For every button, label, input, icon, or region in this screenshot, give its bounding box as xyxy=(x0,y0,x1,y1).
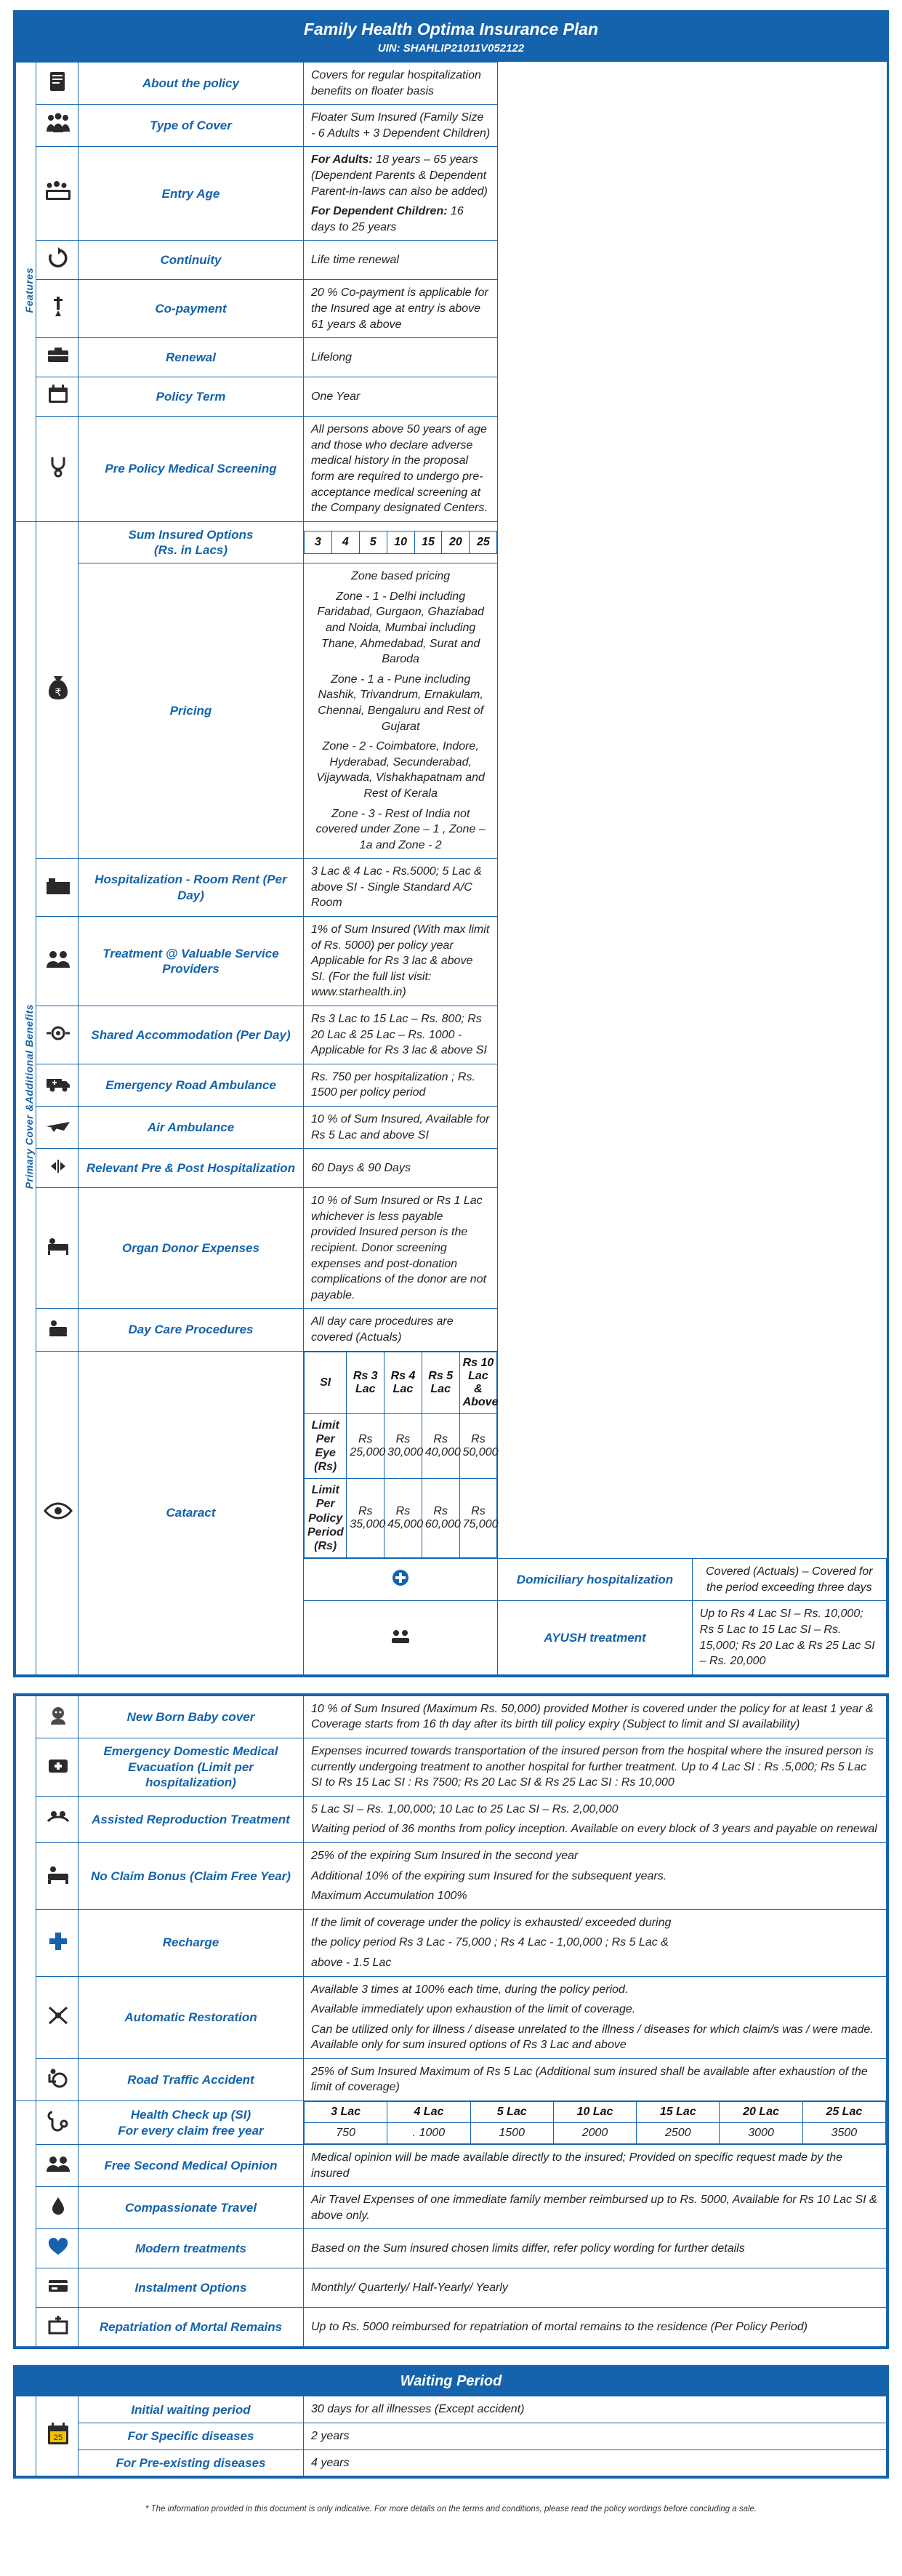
cataract-row-header-per-policy: Limit Per Policy Period (Rs) xyxy=(305,1479,347,1558)
instalment-options-value: Monthly/ Quarterly/ Half-Yearly/ Yearly xyxy=(304,2268,887,2308)
cataract-per-policy-3: Rs 75,000 xyxy=(459,1479,497,1558)
waiting-period-table xyxy=(15,2396,887,2476)
entry-age-label: Entry Age xyxy=(78,147,304,241)
recharge-line-1: the policy period Rs 3 Lac - 75,000 ; Rs 4 Lac - 1,00,000 ; Rs 5 Lac & xyxy=(311,1936,669,1949)
hc-value-4: 2500 xyxy=(637,2123,720,2144)
recharge-icon xyxy=(36,1909,78,1976)
hc-value-3: 2000 xyxy=(553,2123,636,2144)
about-policy-label: About the policy xyxy=(78,63,304,105)
table-row xyxy=(16,2396,887,2423)
renewal-label: Renewal xyxy=(78,338,304,377)
cataract-col-2: Rs 5 Lac xyxy=(422,1352,459,1413)
additional-benefits-table xyxy=(15,1696,887,2348)
table-row xyxy=(16,417,887,522)
cataract-per-eye-1: Rs 30,000 xyxy=(384,1413,422,1479)
health-check-icon xyxy=(36,2101,78,2145)
day-care-icon xyxy=(36,1309,78,1351)
hc-col-3: 10 Lac xyxy=(553,2102,636,2123)
money-bag-icon xyxy=(36,521,78,859)
domiciliary-value: Covered (Actuals) – Covered for the period exceeding three days xyxy=(692,1559,886,1601)
document-icon xyxy=(36,63,78,105)
table-row xyxy=(16,2423,887,2450)
features-table xyxy=(15,62,887,1675)
cataract-per-policy-1: Rs 45,000 xyxy=(384,1479,422,1558)
table-row xyxy=(16,1107,887,1149)
pre-policy-screening-value: All persons above 50 years of age and those who declare adverse medical history in the proposal form are required to undergo pre-acceptance medical screening at the Company designated Centers. xyxy=(304,417,498,522)
table-row xyxy=(16,63,887,105)
table-row xyxy=(16,241,887,280)
table-row xyxy=(16,2058,887,2100)
policy-term-value: One Year xyxy=(304,377,498,417)
repatriation-label: Repatriation of Mortal Remains xyxy=(78,2308,304,2347)
restoration-line-0: Available 3 times at 100% each time, during the policy period. xyxy=(311,1983,629,1996)
second-opinion-value: Medical opinion will be made available directly to the insured; Provided on specific request made by the insured xyxy=(304,2145,887,2187)
table-row xyxy=(16,1006,887,1064)
pricing-label: Pricing xyxy=(78,563,304,859)
modern-treatments-value: Based on the Sum insured chosen limits differ, refer policy wording for further details xyxy=(304,2229,887,2268)
reproduction-icon xyxy=(36,1796,78,1842)
pre-post-hospitalization-value: 60 Days & 90 Days xyxy=(304,1149,498,1188)
entry-age-value xyxy=(304,147,498,241)
cataract-label: Cataract xyxy=(78,1351,304,1674)
repatriation-icon xyxy=(36,2308,78,2347)
sum-insured-label xyxy=(78,521,304,563)
pricing-line-3: Zone - 2 - Coimbatore, Indore, Hyderabad, Secunderabad, Vijaywada, Vishakhapatnam and Rest of Kerala xyxy=(316,740,485,800)
hc-col-4: 15 Lac xyxy=(637,2102,720,2123)
type-of-cover-label: Type of Cover xyxy=(78,105,304,147)
air-ambulance-value: 10 % of Sum Insured, Available for Rs 5 Lac and above SI xyxy=(304,1107,498,1149)
organ-donor-label: Organ Donor Expenses xyxy=(78,1188,304,1309)
restoration-icon xyxy=(36,1976,78,2058)
sum-insured-values xyxy=(304,521,498,563)
table-row xyxy=(16,2268,887,2308)
hc-col-2: 5 Lac xyxy=(470,2102,553,2123)
recharge-line-2: above - 1.5 Lac xyxy=(311,1956,392,1969)
cataract-per-eye-3: Rs 50,000 xyxy=(459,1413,497,1479)
renewal-value: Lifelong xyxy=(304,338,498,377)
waiting-period-block xyxy=(13,2365,889,2479)
ncb-line-1: Additional 10% of the expiring sum Insured for the subsequent years. xyxy=(311,1869,667,1882)
about-policy-value: Covers for regular hospitalization benefits on floater basis xyxy=(304,63,498,105)
table-row xyxy=(16,338,887,377)
cataract-per-policy-2: Rs 60,000 xyxy=(422,1479,459,1558)
reproduction-label: Assisted Reproduction Treatment xyxy=(78,1796,304,1842)
si-value-6: 25 xyxy=(470,531,497,553)
road-traffic-accident-label: Road Traffic Accident xyxy=(78,2058,304,2100)
pricing-line-1: Zone - 1 - Delhi including Faridabad, Gurgaon, Ghaziabad and Noida, Mumbai including Thane, Ahmedabad, Surat and Baroda xyxy=(317,590,484,666)
table-row xyxy=(305,2123,886,2144)
valuable-providers-label: Treatment @ Valuable Service Providers xyxy=(78,917,304,1006)
svg-text:25: 25 xyxy=(53,2433,63,2443)
table-row xyxy=(16,147,887,241)
air-ambulance-icon xyxy=(36,1107,78,1149)
hc-col-6: 25 Lac xyxy=(802,2102,885,2123)
entry-age-children-text: 16 days to 25 years xyxy=(311,205,464,233)
table-row xyxy=(305,1479,497,1558)
hc-value-6: 3500 xyxy=(802,2123,885,2144)
entry-age-adults-strong: For Adults: xyxy=(311,153,373,166)
evacuation-value: Expenses incurred towards transportation of the insured person from the hospital where the insured person is currently undergoing treatment to another hospital for further treatment. Up to 4 Lac SI : Rs .5,000; Rs 5 Lac SI to Rs 15 Lac SI : Rs 7500; Rs 20 Lac SI & Rs 25 Lac SI : Rs 10,000 xyxy=(304,1738,887,1796)
si-value-5: 20 xyxy=(442,531,470,553)
road-traffic-accident-value: 25% of Sum Insured Maximum of Rs 5 Lac (Additional sum insured shall be available after exhaustion of the limit of coverage) xyxy=(304,2058,887,2100)
reproduction-value xyxy=(304,1796,887,1842)
additional-benefits-block xyxy=(13,1693,889,2350)
si-value-0: 3 xyxy=(305,531,332,553)
initial-waiting-label: Initial waiting period xyxy=(78,2396,304,2423)
ayush-icon xyxy=(304,1601,498,1674)
table-row xyxy=(16,563,887,859)
service-provider-icon xyxy=(36,917,78,1006)
table-row xyxy=(16,2308,887,2347)
table-row xyxy=(16,1064,887,1106)
compassionate-travel-label: Compassionate Travel xyxy=(78,2187,304,2229)
road-ambulance-value: Rs. 750 per hospitalization ; Rs. 1500 per policy period xyxy=(304,1064,498,1106)
table-row xyxy=(16,377,887,417)
side-label-features xyxy=(16,63,36,522)
room-rent-label: Hospitalization - Room Rent (Per Day) xyxy=(78,859,304,917)
si-value-1: 4 xyxy=(331,531,359,553)
table-row xyxy=(16,521,887,563)
table-row xyxy=(16,1909,887,1976)
pricing-value xyxy=(304,563,498,859)
domiciliary-label: Domiciliary hospitalization xyxy=(498,1559,692,1601)
specific-diseases-label: For Specific diseases xyxy=(78,2423,304,2450)
no-claim-bonus-label: No Claim Bonus (Claim Free Year) xyxy=(78,1842,304,1909)
cataract-col-0: Rs 3 Lac xyxy=(347,1352,384,1413)
day-care-label: Day Care Procedures xyxy=(78,1309,304,1351)
pricing-line-4: Zone - 3 - Rest of India not covered under Zone – 1 , Zone – 1a and Zone - 2 xyxy=(315,807,486,851)
table-row xyxy=(16,2145,887,2187)
travel-icon xyxy=(36,2187,78,2229)
organ-donor-value: 10 % of Sum Insured or Rs 1 Lac whichever is less payable provided Insured person is the recipient. Donor screening expenses and post-donation complications of the donor are not payable. xyxy=(304,1188,498,1309)
side-label-benefits xyxy=(16,521,36,1674)
hc-col-1: 4 Lac xyxy=(387,2102,470,2123)
waiting-period-title: Waiting Period xyxy=(15,2367,887,2396)
road-ambulance-label: Emergency Road Ambulance xyxy=(78,1064,304,1106)
modern-treatment-icon xyxy=(36,2229,78,2268)
sum-insured-grid xyxy=(304,531,497,554)
continuity-label: Continuity xyxy=(78,241,304,280)
table-row xyxy=(16,1696,887,1738)
evacuation-icon xyxy=(36,1738,78,1796)
restoration-line-1: Available immediately upon exhaustion of the limit of coverage. xyxy=(311,2003,636,2016)
second-opinion-label: Free Second Medical Opinion xyxy=(78,2145,304,2187)
briefcase-icon xyxy=(36,338,78,377)
type-of-cover-value: Floater Sum Insured (Family Size - 6 Adults + 3 Dependent Children) xyxy=(304,105,498,147)
side-label-features-text: Features xyxy=(23,267,35,313)
initial-waiting-value: 30 days for all illnesses (Except accident) xyxy=(304,2396,887,2423)
family-icon xyxy=(36,105,78,147)
table-row xyxy=(16,2101,887,2145)
instalment-options-label: Instalment Options xyxy=(78,2268,304,2308)
compassionate-travel-value: Air Travel Expenses of one immediate family member reimbursed up to Rs. 5000, Available for Rs 10 Lac SI & above only. xyxy=(304,2187,887,2229)
table-row xyxy=(16,1351,887,1559)
recharge-label: Recharge xyxy=(78,1909,304,1976)
cataract-col-1: Rs 4 Lac xyxy=(384,1352,422,1413)
hc-value-2: 1500 xyxy=(470,2123,553,2144)
table-row xyxy=(305,531,497,553)
table-row xyxy=(305,1413,497,1479)
health-checkup-grid xyxy=(304,2101,886,2144)
cataract-col-3: Rs 10 Lac & Above xyxy=(459,1352,497,1413)
recharge-line-0: If the limit of coverage under the policy is exhausted/ exceeded during xyxy=(311,1916,672,1929)
stethoscope-icon xyxy=(36,417,78,522)
co-payment-value: 20 % Co-payment is applicable for the Insured age at entry is above 61 years & above xyxy=(304,280,498,338)
reproduction-line-0: 5 Lac SI – Rs. 1,00,000; 10 Lac to 25 Lac SI – Rs. 2,00,000 xyxy=(311,1802,619,1815)
table-row xyxy=(16,1842,887,1909)
table-row xyxy=(16,917,887,1006)
organ-donor-icon xyxy=(36,1188,78,1309)
road-accident-icon xyxy=(36,2058,78,2100)
pre-existing-diseases-value: 4 years xyxy=(304,2449,887,2476)
pre-existing-diseases-label: For Pre-existing diseases xyxy=(78,2449,304,2476)
sum-insured-label-main: Sum Insured Options xyxy=(128,527,254,542)
hc-value-1: . 1000 xyxy=(387,2123,470,2144)
health-checkup-label-line1: Health Check up (SI) xyxy=(130,2108,251,2122)
newborn-value: 10 % of Sum Insured (Maximum Rs. 50,000) provided Mother is covered under the policy for at least 1 year & Coverage starts from 16 th day after its birth till policy expiry (Subject to limit and SI availability) xyxy=(304,1696,887,1738)
modern-treatments-label: Modern treatments xyxy=(78,2229,304,2268)
newborn-icon xyxy=(36,1696,78,1738)
pricing-line-2: Zone - 1 a - Pune including Nashik, Trivandrum, Ernakulam, Chennai, Bengaluru and Rest of Gujarat xyxy=(318,673,484,733)
hospital-room-icon xyxy=(36,859,78,917)
si-value-2: 5 xyxy=(359,531,387,553)
side-label-benefits-2 xyxy=(16,1696,36,2100)
family-age-icon xyxy=(36,147,78,241)
syringe-icon xyxy=(36,280,78,338)
specific-diseases-value: 2 years xyxy=(304,2423,887,2450)
calendar-icon xyxy=(36,377,78,417)
entry-age-children-strong: For Dependent Children: xyxy=(311,205,448,218)
si-value-3: 10 xyxy=(387,531,414,553)
table-row xyxy=(16,1976,887,2058)
policy-term-label: Policy Term xyxy=(78,377,304,417)
shared-accommodation-label: Shared Accommodation (Per Day) xyxy=(78,1006,304,1064)
table-row xyxy=(16,1188,887,1309)
table-row xyxy=(16,2449,887,2476)
table-row xyxy=(16,859,887,917)
ncb-line-0: 25% of the expiring Sum Insured in the second year xyxy=(311,1849,579,1862)
table-row xyxy=(16,105,887,147)
hc-col-5: 20 Lac xyxy=(720,2102,802,2123)
reproduction-line-1: Waiting period of 36 months from policy inception. Available on every block of 3 years and payable on renewal xyxy=(311,1823,877,1836)
recharge-value xyxy=(304,1909,887,1976)
ayush-value: Up to Rs 4 Lac SI – Rs. 10,000; Rs 5 Lac to 15 Lac SI – Rs. 15,000; Rs 20 Lac & Rs 25 Lac SI – Rs. 20,000 xyxy=(692,1601,886,1674)
no-claim-bonus-icon xyxy=(36,1842,78,1909)
cataract-grid xyxy=(304,1352,497,1559)
cataract-row-header-si: SI xyxy=(305,1352,347,1413)
hc-value-0: 750 xyxy=(305,2123,387,2144)
air-ambulance-label: Air Ambulance xyxy=(78,1107,304,1149)
shared-accommodation-value: Rs 3 Lac to 15 Lac – Rs. 800; Rs 20 Lac & 25 Lac – Rs. 1000 - Applicable for Rs 3 lac & above SI xyxy=(304,1006,498,1064)
side-label-benefits-3 xyxy=(16,2101,36,2347)
ayush-label: AYUSH treatment xyxy=(498,1601,692,1674)
evacuation-label: Emergency Domestic Medical Evacuation (Limit per hospitalization) xyxy=(78,1738,304,1796)
newborn-label: New Born Baby cover xyxy=(78,1696,304,1738)
table-row xyxy=(305,1352,497,1413)
si-value-4: 15 xyxy=(414,531,442,553)
side-label-benefits-text: Primary Cover &Additional Benefits xyxy=(23,1003,35,1189)
ncb-line-2: Maximum Accumulation 100% xyxy=(311,1890,467,1903)
domiciliary-icon xyxy=(304,1559,498,1601)
uin-text: UIN: SHAHLIP21011V052122 xyxy=(15,42,887,62)
cataract-per-eye-0: Rs 25,000 xyxy=(347,1413,384,1479)
table-row xyxy=(16,2229,887,2268)
waiting-calendar-icon xyxy=(36,2396,78,2476)
svg-text:₹: ₹ xyxy=(55,686,62,699)
continuity-value: Life time renewal xyxy=(304,241,498,280)
health-checkup-label xyxy=(78,2101,304,2145)
room-rent-value: 3 Lac & 4 Lac - Rs.5000; 5 Lac & above SI - Single Standard A/C Room xyxy=(304,859,498,917)
automatic-restoration-value xyxy=(304,1976,887,2058)
cataract-row-header-per-eye: Limit Per Eye (Rs) xyxy=(305,1413,347,1479)
repatriation-value: Up to Rs. 5000 reimbursed for repatriation of mortal remains to the residence (Per Policy Period) xyxy=(304,2308,887,2347)
second-opinion-icon xyxy=(36,2145,78,2187)
day-care-value: All day care procedures are covered (Actuals) xyxy=(304,1309,498,1351)
eye-icon xyxy=(36,1351,78,1674)
table-row xyxy=(16,1149,887,1188)
table-row xyxy=(16,2187,887,2229)
automatic-restoration-label: Automatic Restoration xyxy=(78,1976,304,2058)
co-payment-label: Co-payment xyxy=(78,280,304,338)
ambulance-icon xyxy=(36,1064,78,1106)
table-row xyxy=(16,1738,887,1796)
health-checkup-label-line2: For every claim free year xyxy=(118,2123,264,2138)
table-row xyxy=(16,1796,887,1842)
hc-col-0: 3 Lac xyxy=(305,2102,387,2123)
pre-post-icon xyxy=(36,1149,78,1188)
shared-room-icon xyxy=(36,1006,78,1064)
restoration-line-2: Can be utilized only for illness / disease unrelated to the illness / diseases for which claim/s was / were made. Available only for sum insured options of Rs 3 Lac and above xyxy=(311,2023,874,2052)
page-title: Family Health Optima Insurance Plan xyxy=(15,12,887,42)
table-row xyxy=(16,280,887,338)
table-row xyxy=(305,2102,886,2123)
health-checkup-values xyxy=(304,2101,887,2145)
entry-age-adults-text: 18 years – 65 years (Dependent Parents & Dependent Parent-in-laws can also be added) xyxy=(311,153,488,198)
sum-insured-label-sub: (Rs. in Lacs) xyxy=(153,542,228,557)
renewal-icon xyxy=(36,241,78,280)
side-label-waiting xyxy=(16,2396,36,2476)
cataract-per-eye-2: Rs 40,000 xyxy=(422,1413,459,1479)
instalment-icon xyxy=(36,2268,78,2308)
table-row xyxy=(16,1309,887,1351)
no-claim-bonus-value xyxy=(304,1842,887,1909)
features-block xyxy=(13,10,889,1677)
footnote: * The information provided in this document is only indicative. For more details on the terms and conditions, please read the policy wordings before concluding a sale. xyxy=(145,2505,757,2514)
valuable-providers-value: 1% of Sum Insured (With max limit of Rs. 5000) per policy year Applicable for Rs 3 lac & above SI. (For the full list visit: www.starhealth.in) xyxy=(304,917,498,1006)
hc-value-5: 3000 xyxy=(720,2123,802,2144)
cataract-per-policy-0: Rs 35,000 xyxy=(347,1479,384,1558)
pre-post-hospitalization-label: Relevant Pre & Post Hospitalization xyxy=(78,1149,304,1188)
cataract-table-cell xyxy=(304,1351,498,1559)
pre-policy-screening-label: Pre Policy Medical Screening xyxy=(78,417,304,522)
pricing-line-0: Zone based pricing xyxy=(351,570,451,583)
